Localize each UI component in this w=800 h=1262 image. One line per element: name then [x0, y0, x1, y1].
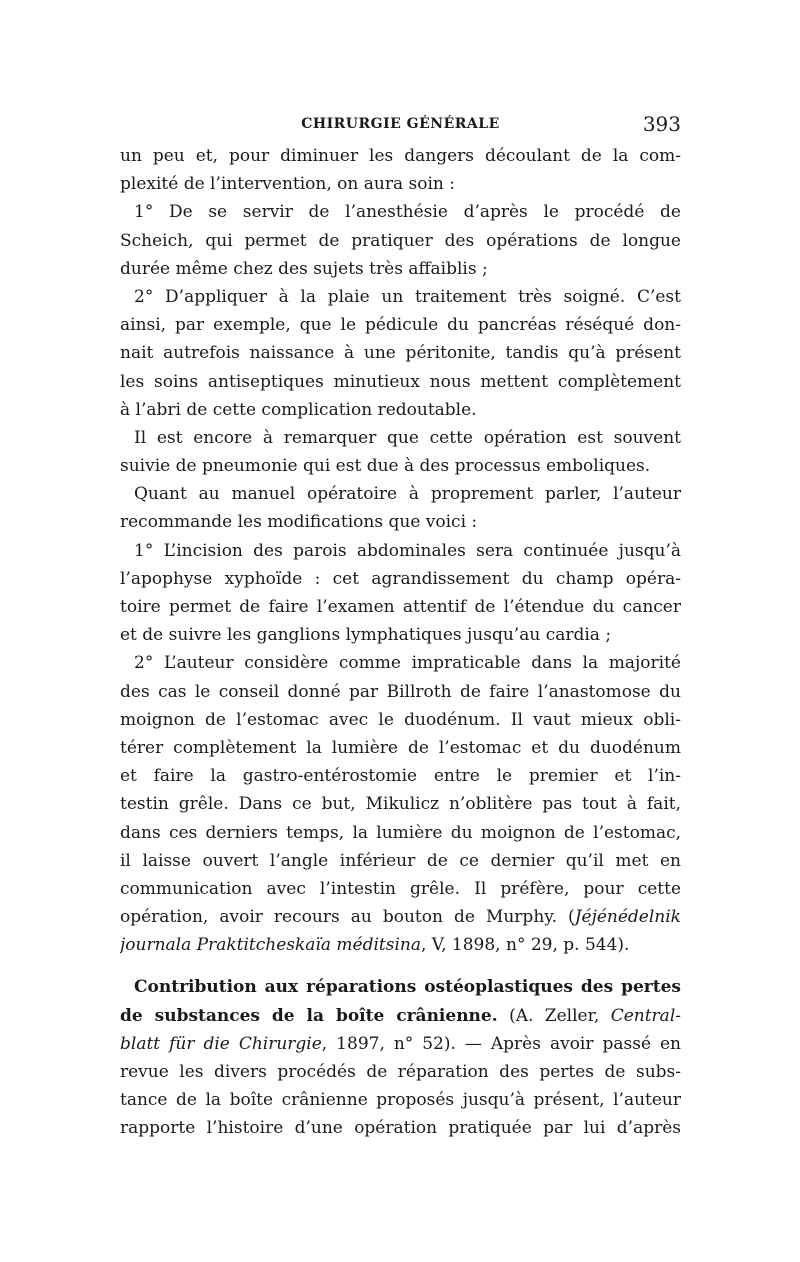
text-line: des cas le conseil donné par Billroth de faire l’anastomose du: [120, 681, 681, 702]
text-line: Quant au manuel opératoire à proprement parler, l’auteur: [134, 484, 681, 505]
text-line: recommande les modifications que voici :: [120, 512, 478, 533]
text-line: testin grêle. Dans ce but, Mikulicz n’oblitère pas tout à fait,: [120, 794, 681, 815]
author-citation: (A. Zeller,: [497, 1005, 611, 1026]
text-line: rapporte l’histoire d’une opération pratiquée par lui d’après: [120, 1118, 681, 1139]
page-number: 393: [642, 112, 681, 136]
running-title: CHIRURGIE GÉNÉRALE: [301, 116, 500, 132]
text-line: suivie de pneumonie qui est due à des processus emboliques.: [120, 456, 651, 477]
text-line: l’apophyse xyphoïde : cet agrandissement du champ opéra-: [120, 568, 681, 589]
reference-text: , V, 1898, n° 29, p. 544).: [421, 935, 630, 956]
journal-title: Jéjénédelnik: [574, 907, 681, 928]
journal-title: blatt für die Chirurgie: [120, 1033, 322, 1054]
text-line: un peu et, pour diminuer les dangers découlant de la com-: [120, 146, 681, 166]
text-line: communication avec l’intestin grêle. Il préfère, pour cette: [120, 878, 681, 899]
text-line: 1° De se servir de l’anesthésie d’après le procédé de: [134, 202, 681, 223]
journal-title: Central-: [610, 1005, 681, 1026]
text-line: 2° D’appliquer à la plaie un traitement très soigné. C’est: [134, 286, 681, 307]
text-line: les soins antiseptiques minutieux nous mettent complètement: [120, 371, 681, 392]
text-line: moignon de l’estomac avec le duodénum. Il vaut mieux obli-: [120, 709, 681, 730]
journal-title: journala Praktitcheskaïa méditsina: [120, 935, 421, 956]
text-line: revue les divers procédés de réparation des pertes de subs-: [120, 1062, 681, 1082]
reference-line: [120, 931, 681, 959]
text-line: il laisse ouvert l’angle inférieur de ce dernier qu’il met en: [120, 850, 681, 871]
text-line: et faire la gastro-entérostomie entre le premier et l’in-: [120, 766, 681, 787]
text-line: dans ces derniers temps, la lumière du moignon de l’estomac,: [120, 822, 681, 843]
text-line: plexité de l’intervention, on aura soin :: [120, 174, 455, 195]
reference-text: , 1897, n° 52). — Après avoir passé en: [321, 1033, 681, 1054]
text-line: durée même chez des sujets très affaiblis ;: [120, 258, 488, 279]
text-line: Il est encore à remarquer que cette opération est souvent: [134, 427, 681, 448]
text-line: nait autrefois naissance à une péritonite, tandis qu’à présent: [120, 343, 681, 364]
section-gap: [120, 959, 681, 973]
text-line: térer complètement la lumière de l’estomac et du duodénum: [120, 737, 681, 758]
body-text: [120, 142, 681, 1143]
text-line: Scheich, qui permet de pratiquer des opérations de longue: [120, 230, 681, 251]
text-line: et de suivre les ganglions lymphatiques jusqu’au cardia ;: [120, 625, 612, 646]
running-head: [120, 112, 681, 142]
text-line: tance de la boîte crânienne proposés jusqu’à présent, l’auteur: [120, 1090, 681, 1111]
text-line: ainsi, par exemple, que le pédicule du pancréas réséqué don-: [120, 315, 681, 336]
text-line: 2° L’auteur considère comme impraticable dans la majorité: [134, 653, 681, 674]
text-line: [120, 1030, 681, 1058]
section-title-continued: de substances de la boîte crânienne.: [120, 1005, 498, 1026]
text-line: à l’abri de cette complication redoutable.: [120, 399, 477, 420]
text-line: toire permet de faire l’examen attentif de l’étendue du cancer: [120, 597, 681, 617]
book-page: [120, 112, 681, 1143]
section-title-line: [120, 1002, 681, 1030]
reference-text: opération, avoir recours au bouton de Murphy. (: [120, 907, 575, 928]
text-line: 1° L’incision des parois abdominales sera continuée jusqu’à: [134, 540, 681, 561]
reference-line: [120, 903, 681, 931]
section-title: Contribution aux réparations ostéoplastiques des pertes: [134, 977, 681, 998]
